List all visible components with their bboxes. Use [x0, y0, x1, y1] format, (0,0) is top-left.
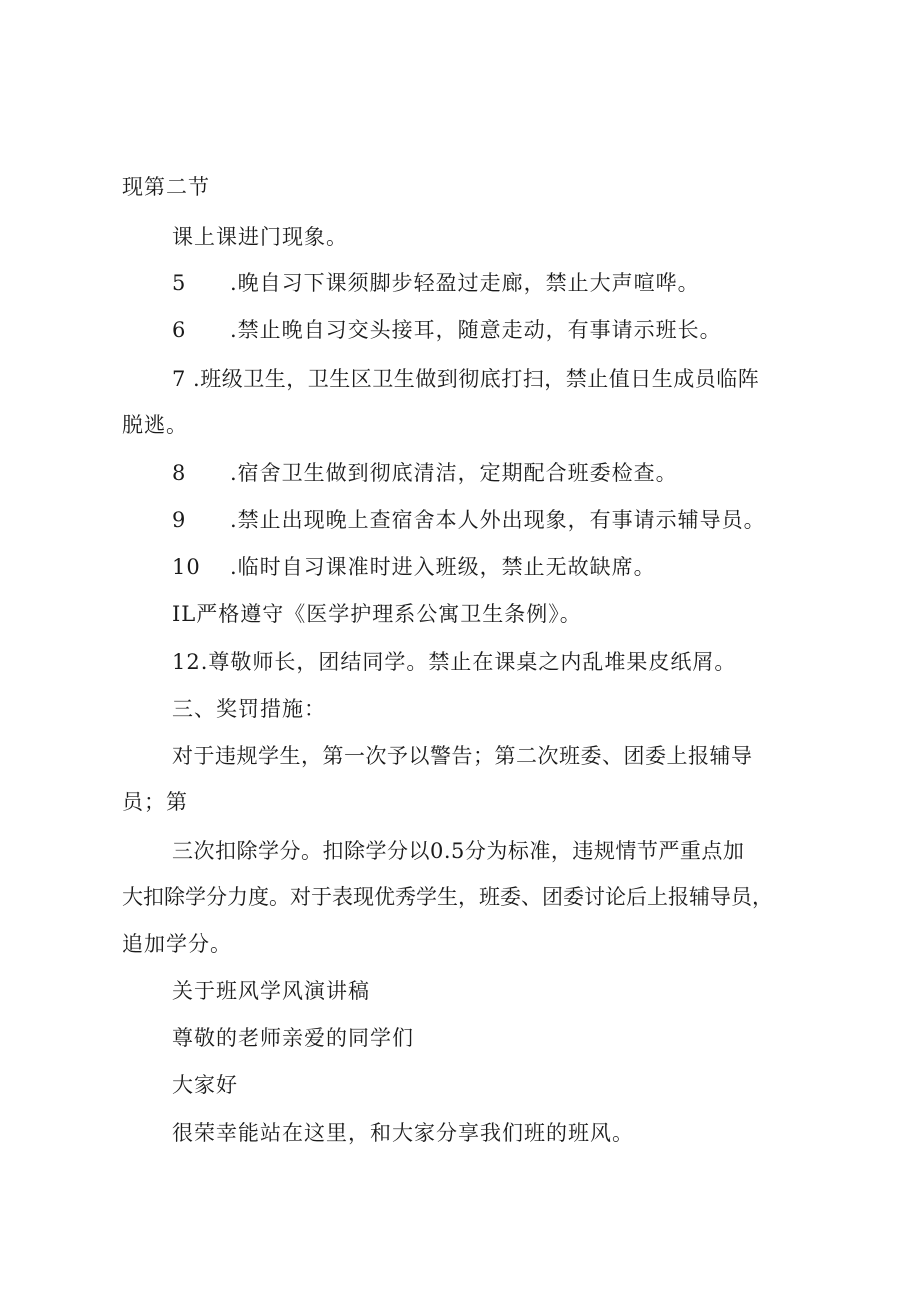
list-number: 8	[172, 461, 187, 485]
list-number: 10	[172, 555, 201, 579]
list-item-9	[172, 505, 766, 535]
list-text: .宿舍卫生做到彻底清洁，定期配合班委检查。	[230, 461, 678, 485]
list-text: .晚自习下课须脚步轻盈过走廊，禁止大声喧哗。	[230, 271, 700, 295]
list-item-12: 12.尊敬师长，团结同学。禁止在课桌之内乱堆果皮纸屑。	[172, 650, 737, 674]
list-item-7: 7 .班级卫生，卫生区卫生做到彻底打扫，禁止值日生成员临阵	[172, 367, 760, 391]
speech-opening: 很荣幸能站在这里，和大家分享我们班的班风。	[172, 1121, 634, 1145]
speech-salutation: 尊敬的老师亲爱的同学们	[172, 1026, 414, 1050]
list-item-8	[172, 458, 678, 488]
paragraph-line: 大扣除学分力度。对于表现优秀学生，班委、团委讨论后上报辅导员，	[122, 885, 773, 909]
list-item-10	[172, 552, 656, 582]
text-line-continuation: 脱逃。	[122, 413, 188, 437]
list-number: 6	[172, 318, 187, 342]
text-line-2: 课上课进门现象。	[172, 225, 348, 249]
list-item-5	[172, 268, 700, 298]
list-text: .禁止晚自习交头接耳，随意走动，有事请示班长。	[230, 318, 722, 342]
list-item-6	[172, 315, 722, 345]
paragraph-line: 对于违规学生，第一次予以警告；第二次班委、团委上报辅导	[172, 744, 753, 768]
list-number: 5	[172, 271, 187, 295]
speech-title: 关于班风学风演讲稿	[172, 979, 370, 1003]
paragraph-line: 三次扣除学分。扣除学分以0.5分为标准，违规情节严重点加	[172, 839, 745, 863]
section-heading: 三、奖罚措施：	[172, 697, 326, 721]
list-text: .临时自习课准时进入班级，禁止无故缺席。	[230, 555, 656, 579]
paragraph-line: 员；第	[122, 790, 188, 814]
list-number: 9	[172, 508, 187, 532]
speech-greeting: 大家好	[172, 1073, 238, 1097]
text-line-1: 现第二节	[122, 175, 210, 199]
list-text: .禁止出现晚上查宿舍本人外出现象，有事请示辅导员。	[230, 508, 766, 532]
paragraph-line: 追加学分。	[122, 932, 232, 956]
list-item-11: IL严格遵守《医学护理系公寓卫生条例》。	[172, 602, 582, 626]
